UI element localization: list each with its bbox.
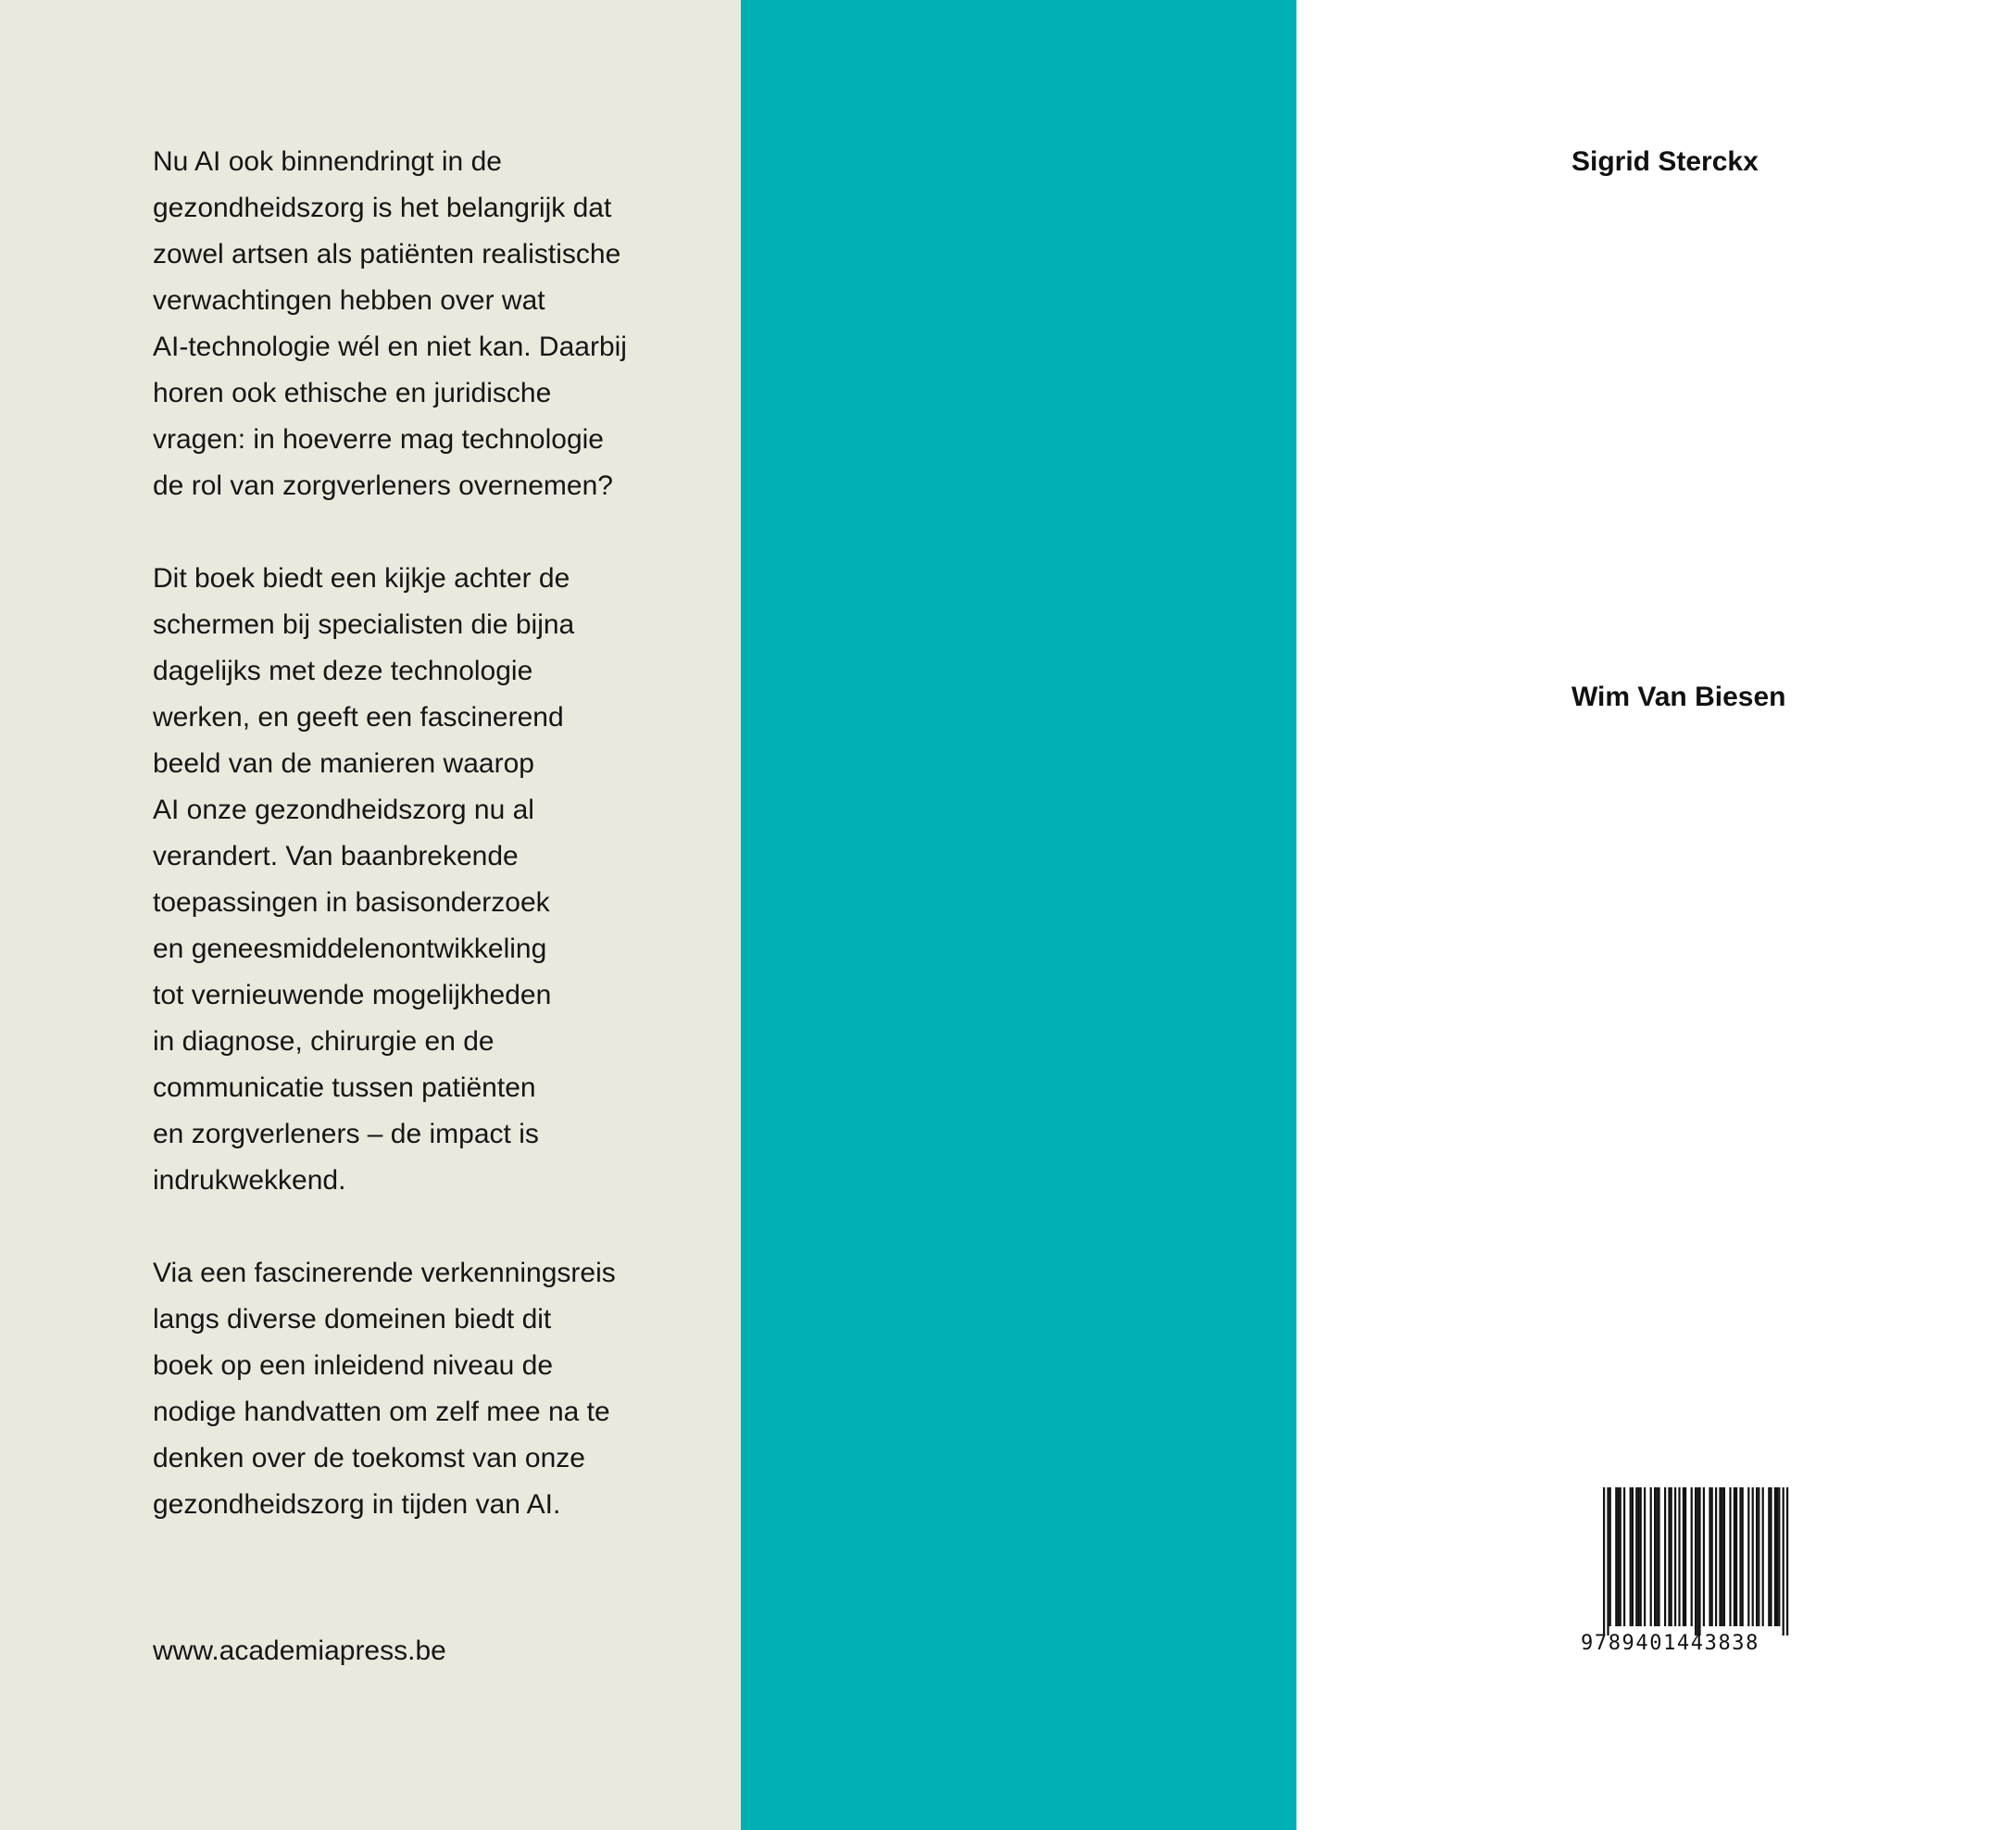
blurb-paragraph-1: Nu AI ook binnendringt in de gezondheidszorg is het belangrijk dat zowel artsen als patiënten realistische verwachtingen hebben over wat AI-technologie wél en niet kan. Daarbij horen ook ethische en juridische vragen: in hoeverre mag technologie de rol van zorgverleners overnemen?: [153, 146, 627, 501]
publisher-website-link[interactable]: www.academiapress.be: [153, 1636, 446, 1666]
right-panel: [741, 0, 1858, 1830]
author-name: Sigrid Sterckx: [1571, 146, 1759, 177]
author-name: Wim Van Biesen: [1571, 682, 1786, 712]
author-bios: [1571, 139, 2016, 1302]
isbn-number: 9789401443838: [1581, 1632, 1759, 1655]
blurb-paragraph-3: Via een fascinerende verkenningsreis langs diverse domeinen biedt dit boek op een inleidend niveau de nodige handvatten om zelf mee na te denken over de toekomst van onze gezondheidszorg in tijden van AI.: [153, 1258, 616, 1520]
isbn-barcode: [1571, 1465, 1827, 1673]
author-bio-sterckx: Sigrid Sterckx is professor in de ethiek en politieke en sociale filosofie. Ze is verbonden aan de vakgroep Wijsbegeerte en Moraalwetenschap van de Universiteit Gent en is stichtend lid van het Bioethics Institute Ghent.: [1571, 146, 1856, 640]
blurb-paragraph-2: Dit boek biedt een kijkje achter de schermen bij specialisten die bijna dagelijks met deze technologie werken, en geeft een fascinerend beeld van de manieren waarop AI onze gezondheidszorg nu al verandert. Van baanbrekende toepassingen in basisonderzoek en geneesmiddelenontwikkeling tot vernieuwende mogelijkheden in diagnose, chirurgie en de communicatie tussen patiënten en zorgverleners – de impact is indrukwekkend.: [153, 563, 575, 1196]
blurb-text: [153, 139, 708, 1574]
author-bio-van-biesen: Wim Van Biesen is professor aan de faculteit Geneeskunde en Gezondheids- wetenschappen van de Universiteit Gent en medisch diensthoofd van de Nierziekten aan het UZ Gent. Hij is medeoprichter van het Consortium Justifiable Digital Healthcare in UZ Gent.: [1571, 682, 1858, 1268]
left-panel: [0, 0, 741, 1830]
